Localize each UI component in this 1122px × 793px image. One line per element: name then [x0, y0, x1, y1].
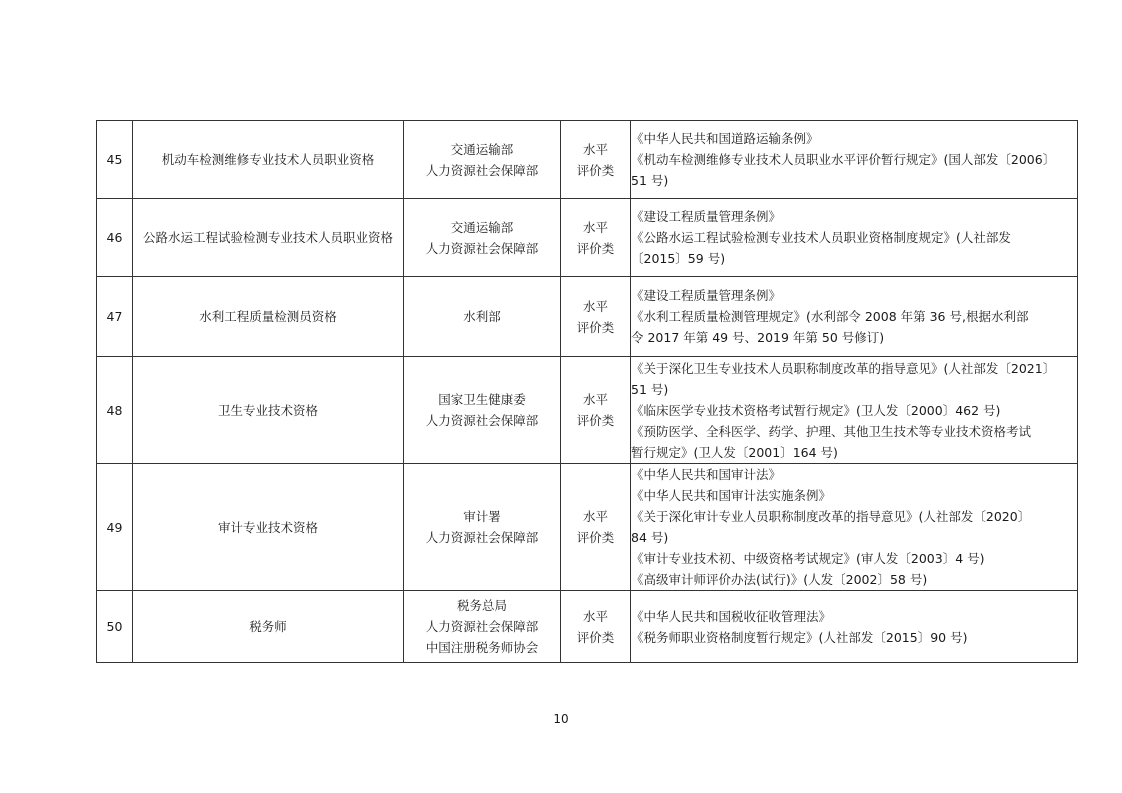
page-number: 10	[553, 712, 569, 726]
department-line: 审计署	[463, 509, 501, 524]
qualification-name: 公路水运工程试验检测专业技术人员职业资格	[133, 199, 404, 277]
department-line: 交通运输部	[450, 219, 514, 235]
table-row	[97, 199, 1078, 277]
legal-basis-line: 《关于深化审计专业人员职称制度改革的指导意见》(人社部发〔2020〕	[631, 509, 1031, 524]
category-line: 水平	[582, 141, 608, 157]
category-line: 评价类	[576, 413, 615, 428]
qualification-name: 机动车检测维修专业技术人员职业资格	[133, 121, 404, 199]
legal-basis-line: 〔2015〕59 号)	[631, 251, 726, 266]
department-line: 人力资源社会保障部	[425, 162, 539, 178]
department-cell	[404, 464, 561, 591]
legal-basis-cell	[631, 591, 1078, 663]
row-number: 49	[97, 464, 133, 591]
row-number: 50	[97, 591, 133, 663]
category-cell	[561, 464, 631, 591]
category-line: 评价类	[576, 162, 615, 178]
legal-basis-line: 84 号)	[631, 530, 669, 545]
qualification-name: 审计专业技术资格	[133, 464, 404, 591]
department-cell	[404, 357, 561, 464]
category-line: 水平	[582, 509, 608, 524]
legal-basis-cell	[631, 357, 1078, 464]
legal-basis-line: 《中华人民共和国税收征收管理法》	[631, 608, 832, 624]
legal-basis-line: 51 号)	[631, 381, 669, 397]
department-line: 人力资源社会保障部	[425, 619, 539, 634]
legal-basis-cell	[631, 464, 1078, 591]
department-cell	[404, 121, 561, 199]
legal-basis-line: 《高级审计师评价办法(试行)》(人发〔2002〕58 号)	[631, 572, 928, 587]
legal-basis-line: 《临床医学专业技术资格考试暂行规定》(卫人发〔2000〕462 号)	[631, 402, 1001, 418]
table-row	[97, 277, 1078, 357]
legal-basis-line: 《预防医学、全科医学、药学、护理、其他卫生技术等专业技术资格考试	[631, 423, 1032, 439]
department-cell	[404, 277, 561, 357]
legal-basis-line: 《建设工程质量管理条例》	[631, 288, 782, 303]
legal-basis-line: 暂行规定》(卫人发〔2001〕164 号)	[631, 444, 838, 460]
legal-basis-cell	[631, 121, 1078, 199]
legal-basis-line: 《中华人民共和国道路运输条例》	[631, 131, 819, 146]
department-line: 人力资源社会保障部	[425, 413, 539, 428]
category-line: 水平	[582, 298, 608, 314]
legal-basis-cell	[631, 277, 1078, 357]
department-line: 水利部	[463, 309, 501, 324]
department-line: 人力资源社会保障部	[425, 240, 539, 256]
category-cell	[561, 591, 631, 663]
legal-basis-line: 《中华人民共和国审计法实施条例》	[631, 488, 832, 503]
department-cell	[404, 591, 561, 663]
department-line: 交通运输部	[450, 141, 514, 157]
category-line: 水平	[582, 392, 608, 407]
row-number: 48	[97, 357, 133, 464]
legal-basis-cell	[631, 199, 1078, 277]
legal-basis-line: 51 号)	[631, 173, 669, 188]
legal-basis-line: 《中华人民共和国审计法》	[631, 467, 782, 482]
category-line: 评价类	[576, 530, 615, 545]
legal-basis-line: 令 2017 年第 49 号、2019 年第 50 号修订)	[631, 330, 885, 345]
row-number: 46	[97, 199, 133, 277]
department-line: 税务总局	[456, 598, 507, 613]
table-row	[97, 121, 1078, 199]
category-line: 评价类	[576, 319, 615, 335]
legal-basis-line: 《审计专业技术初、中级资格考试规定》(审人发〔2003〕4 号)	[631, 551, 985, 566]
department-line: 国家卫生健康委	[438, 392, 526, 407]
category-line: 评价类	[576, 240, 615, 256]
department-line: 人力资源社会保障部	[425, 530, 539, 545]
legal-basis-line: 《水利工程质量检测管理规定》(水利部令 2008 年第 36 号,根据水利部	[631, 309, 1029, 324]
table-row	[97, 464, 1078, 591]
legal-basis-line: 《公路水运工程试验检测专业技术人员职业资格制度规定》(人社部发	[631, 230, 1011, 245]
qualification-name: 卫生专业技术资格	[133, 357, 404, 464]
department-line: 中国注册税务师协会	[425, 640, 539, 655]
table-row	[97, 357, 1078, 464]
qualification-table	[96, 120, 1078, 663]
category-cell	[561, 357, 631, 464]
category-cell	[561, 199, 631, 277]
category-line: 评价类	[576, 629, 615, 645]
table-row	[97, 591, 1078, 663]
row-number: 45	[97, 121, 133, 199]
legal-basis-line: 《机动车检测维修专业技术人员职业水平评价暂行规定》(国人部发〔2006〕	[631, 152, 1056, 167]
category-line: 水平	[582, 219, 608, 235]
qualification-name: 水利工程质量检测员资格	[133, 277, 404, 357]
category-cell	[561, 121, 631, 199]
row-number: 47	[97, 277, 133, 357]
legal-basis-line: 《税务师职业资格制度暂行规定》(人社部发〔2015〕90 号)	[631, 629, 968, 645]
department-cell	[404, 199, 561, 277]
legal-basis-line: 《关于深化卫生专业技术人员职称制度改革的指导意见》(人社部发〔2021〕	[631, 360, 1056, 376]
legal-basis-line: 《建设工程质量管理条例》	[631, 209, 782, 224]
qualification-name: 税务师	[133, 591, 404, 663]
category-line: 水平	[582, 608, 608, 624]
category-cell	[561, 277, 631, 357]
